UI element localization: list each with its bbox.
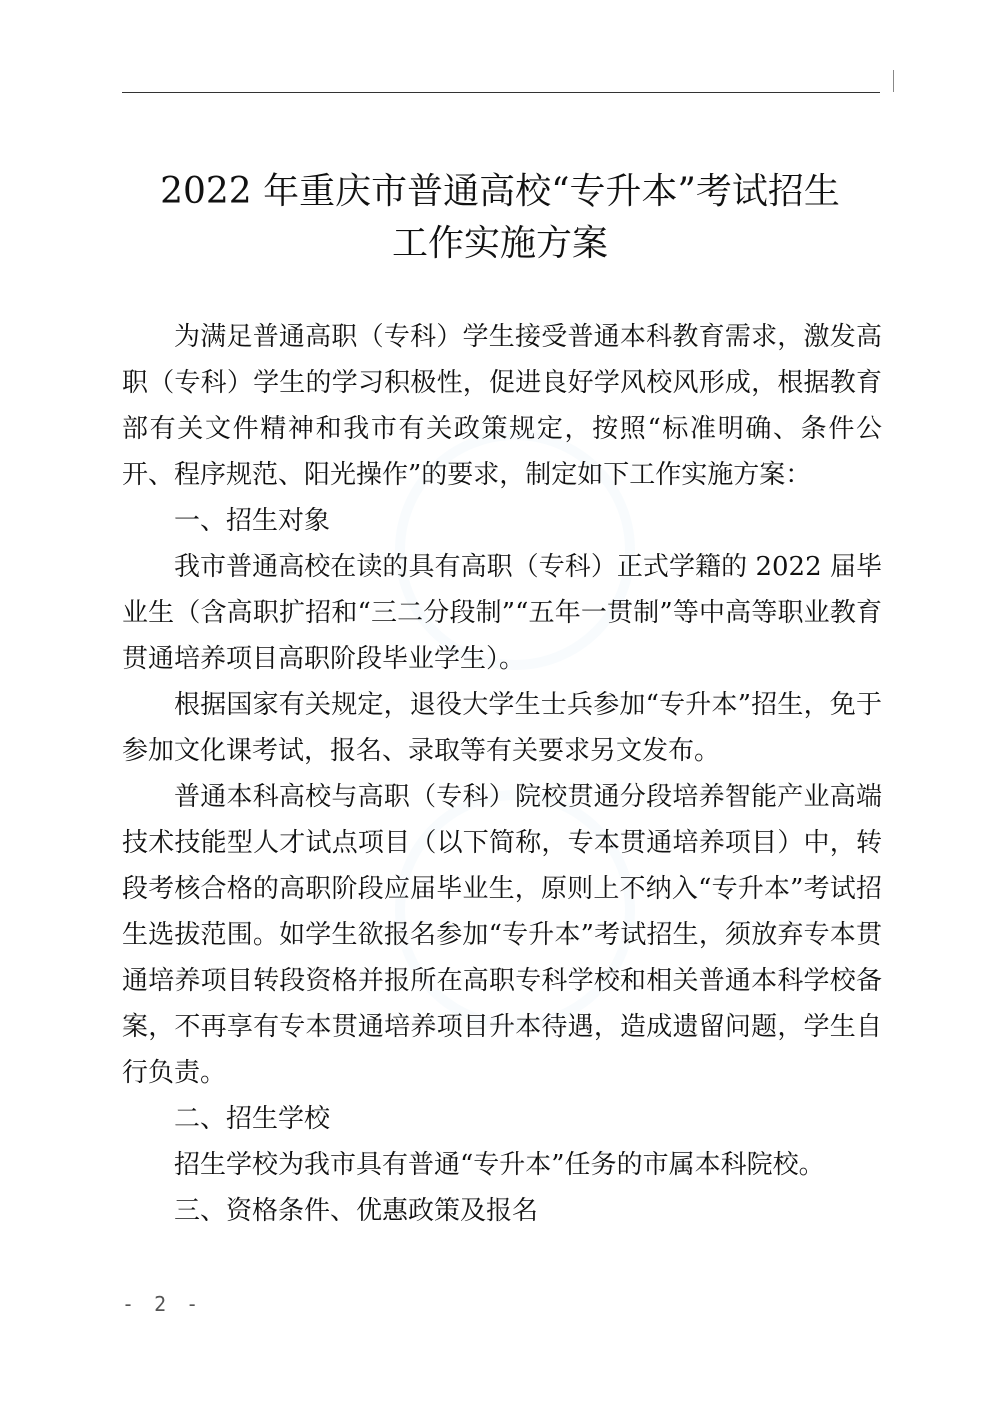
title-line-2: 工作实施方案	[391, 223, 608, 264]
paragraph-intro: 为满足普通高职（专科）学生接受普通本科教育需求，激发高职（专科）学生的学习积极性，促进良好学风校风形成，根据教育部有关文件精神和我市有关政策规定，按照“标准明确、条件公开、程序规范、阳光操作”的要求，制定如下工作实施方案：	[122, 322, 882, 490]
page-number: - 2 -	[122, 1292, 203, 1316]
paragraph-integrated-program: 普通本科高校与高职（专科）院校贯通分段培养智能产业高端技术技能型人才试点项目（以下简称，专本贯通培养项目）中，转段考核合格的高职阶段应届毕业生，原则上不纳入“专升本”考试招生选拔范围。如学生欲报名参加“专升本”考试招生，须放弃专本贯通培养项目转段资格并报所在高职专科学校和相关普通本科学校备案，不再享有专本贯通培养项目升本待遇，造成遗留问题，学生自行负责。	[122, 782, 882, 1088]
title-line-1: 2022 年重庆市普通高校“专升本”考试招生	[160, 171, 840, 212]
paragraph-enrollment-target: 我市普通高校在读的具有高职（专科）正式学籍的 2022 届毕业生（含高职扩招和“三二分段制”“五年一贯制”等中高等职业教育贯通培养项目高职阶段毕业学生）。	[122, 552, 882, 674]
paragraph-enrolling-schools: 招生学校为我市具有普通“专升本”任务的市属本科院校。	[174, 1150, 825, 1180]
section-heading-3: 三、资格条件、优惠政策及报名	[174, 1196, 539, 1226]
corner-tick	[893, 70, 894, 92]
header-rule	[122, 92, 880, 93]
document-title	[100, 166, 900, 270]
section-heading-1: 一、招生对象	[174, 506, 331, 536]
paragraph-veteran-students: 根据国家有关规定，退役大学生士兵参加“专升本”招生，免于参加文化课考试，报名、录取等有关要求另文发布。	[122, 690, 882, 766]
document-body	[122, 314, 882, 1234]
section-heading-2: 二、招生学校	[174, 1104, 331, 1134]
